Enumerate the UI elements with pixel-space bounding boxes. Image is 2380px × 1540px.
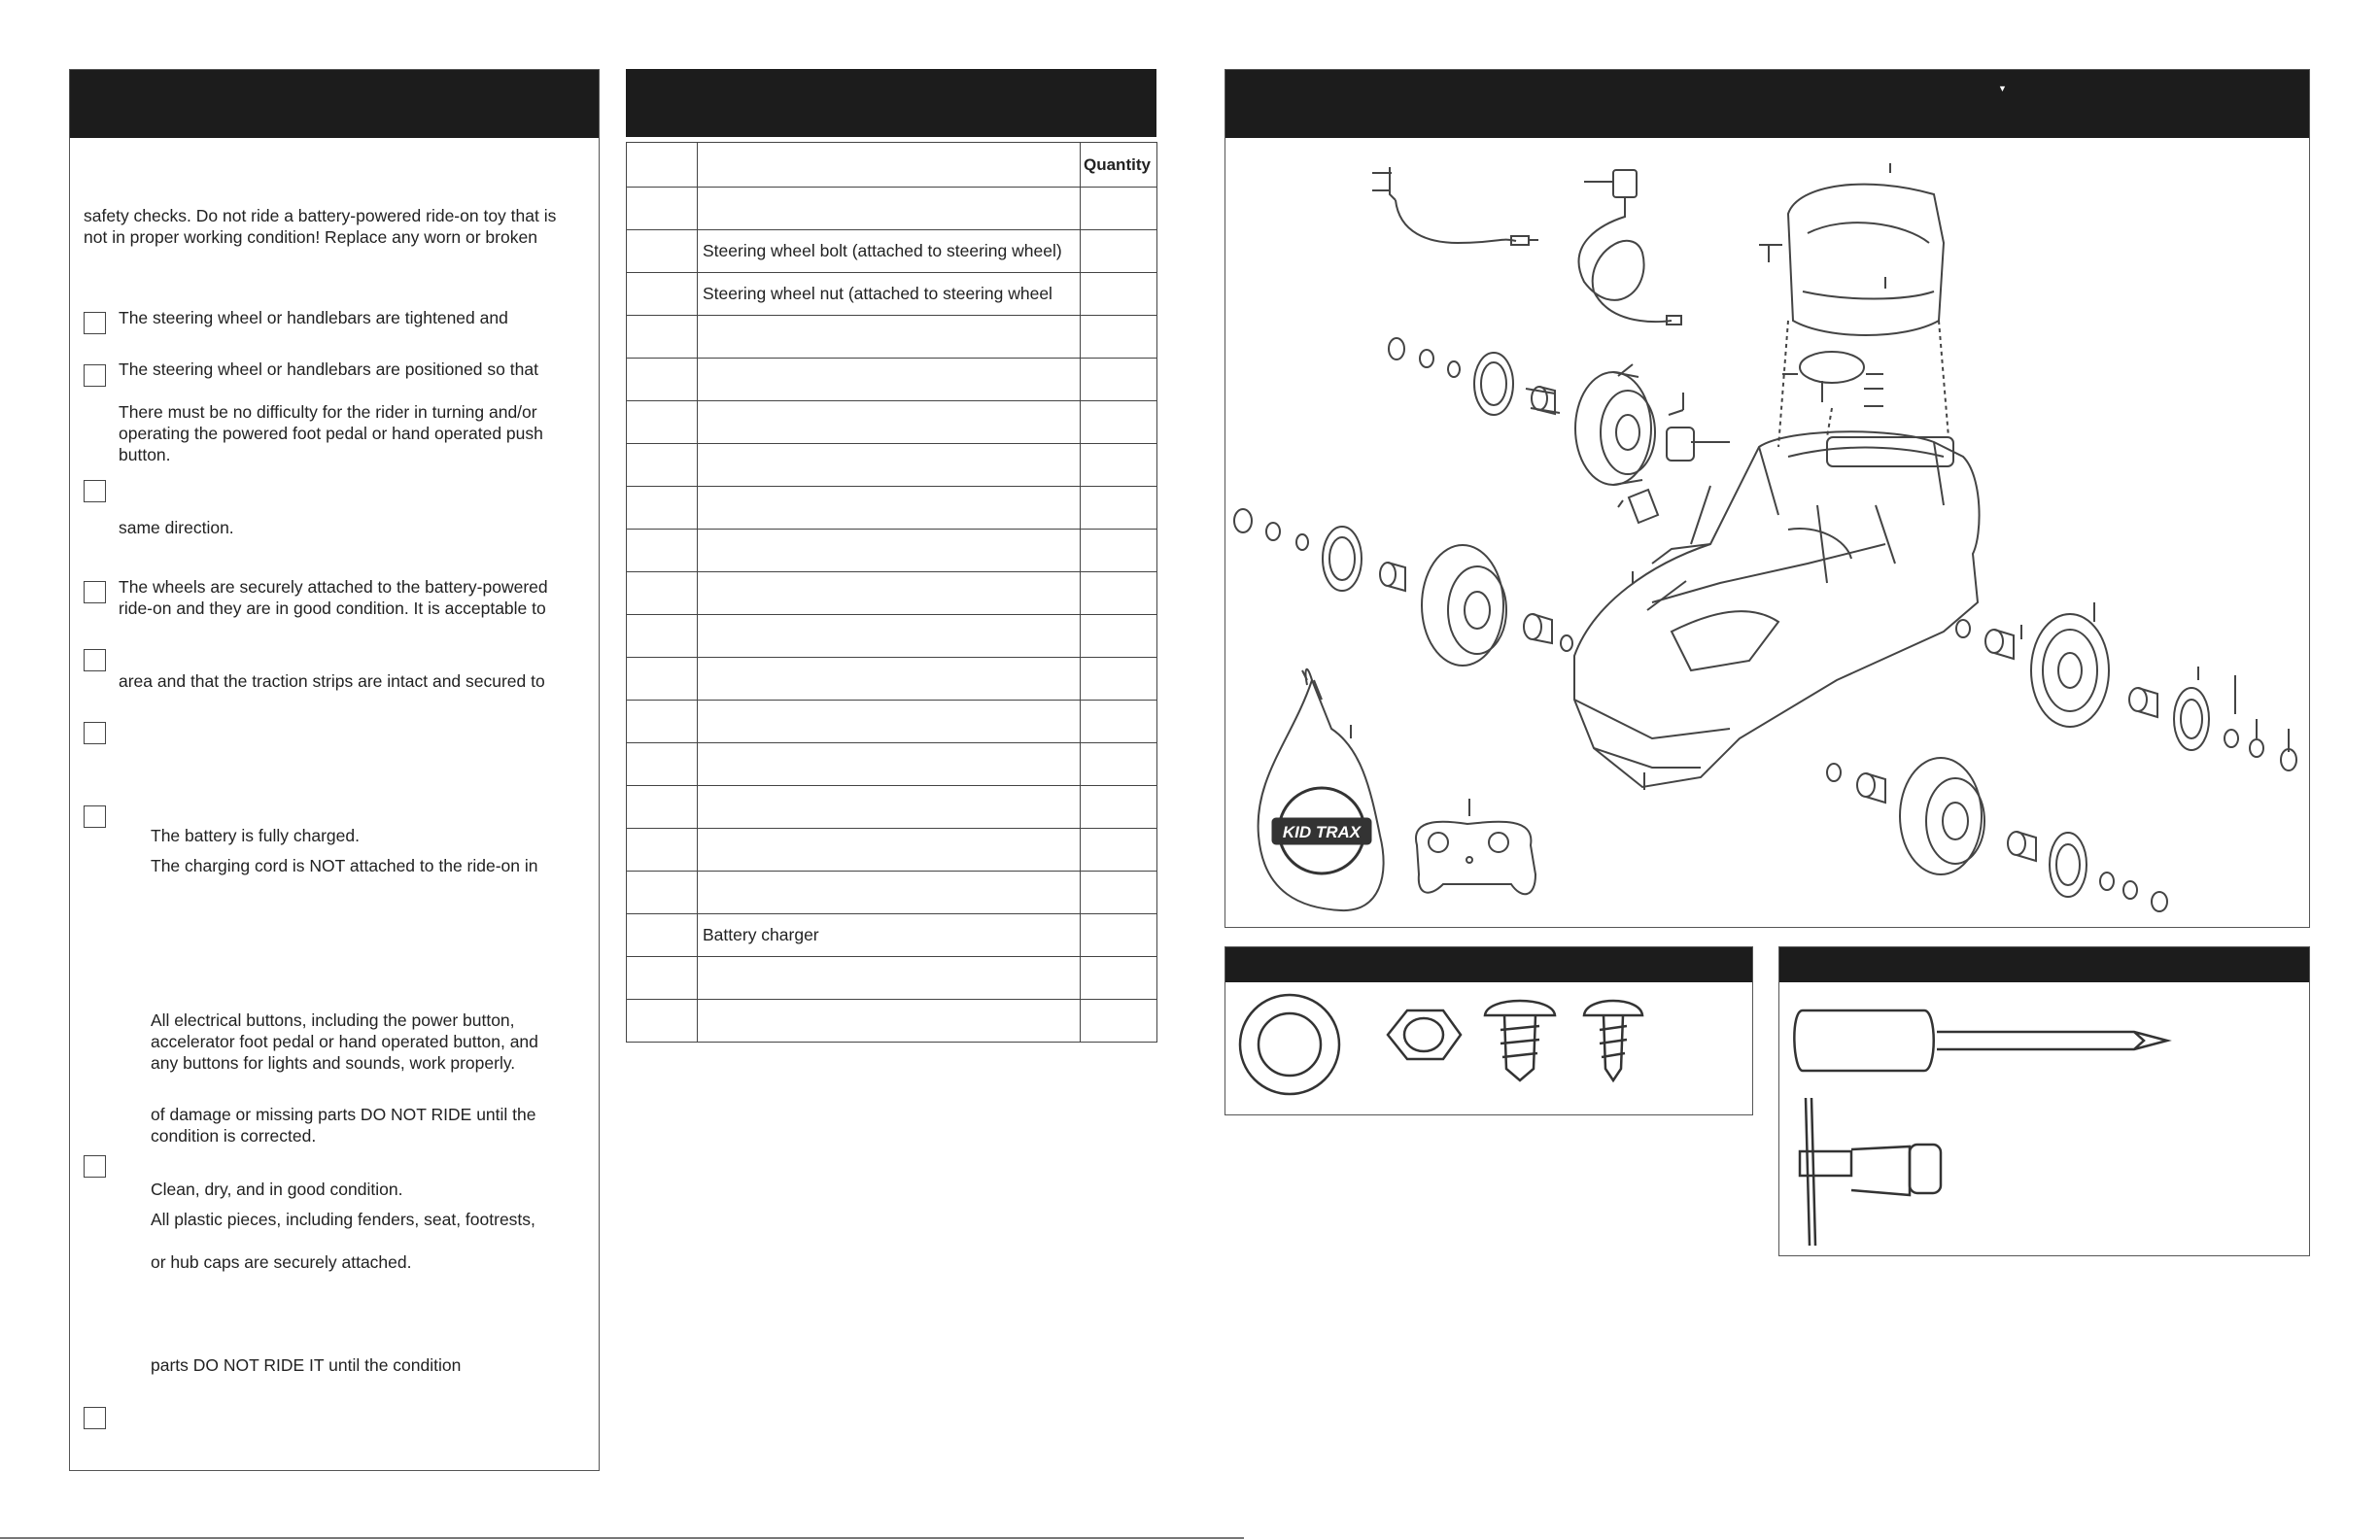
check-item-text: The steering wheel or handlebars are tightened and xyxy=(119,308,508,327)
check-item-text: The battery is fully charged. xyxy=(151,826,360,845)
rear-right-axle-parts-icon xyxy=(1956,614,2296,770)
washer-icon xyxy=(1240,995,1339,1094)
safety-intro-line-1: safety checks. Do not ride a battery-powered ride-on toy that is xyxy=(84,206,557,225)
remote-control-icon xyxy=(1416,799,1535,894)
check-item-text: The steering wheel or handlebars are positioned so that xyxy=(119,359,538,379)
part-name-cell: Steering wheel nut (attached to steering wheel xyxy=(698,273,1081,316)
kid-trax-logo-icon xyxy=(1273,788,1370,873)
rear-left-axle-parts-icon xyxy=(1389,338,1560,415)
wheel-icon xyxy=(1575,372,1655,485)
check-item-text: or hub caps are securely attached. xyxy=(151,1252,412,1272)
front-left-axle-parts-icon xyxy=(1234,509,1405,591)
check-item-text: All electrical buttons, including the power button, xyxy=(151,1010,515,1030)
wheel-icon xyxy=(1422,545,1572,666)
check-item-text: area and that the traction strips are intact and secured to xyxy=(119,671,545,691)
check-item-text: All plastic pieces, including fenders, seat, footrests, xyxy=(151,1210,535,1229)
part-name-cell: Battery charger xyxy=(698,914,1081,957)
charger-icon xyxy=(1579,170,1681,325)
check-item-text: There must be no difficulty for the rider in turning and/or xyxy=(119,402,537,422)
large-screw-icon xyxy=(1485,1001,1555,1080)
check-item-text: The wheels are securely attached to the battery-powered xyxy=(119,577,548,597)
steering-wheel-icon xyxy=(1782,352,1883,437)
column-header-quantity: Quantity xyxy=(1081,143,1157,188)
svg-text:KID TRAX: KID TRAX xyxy=(1282,823,1362,841)
check-item-text: button. xyxy=(119,445,171,464)
check-item-text: parts DO NOT RIDE IT until the condition xyxy=(151,1355,462,1375)
page-bottom-rule xyxy=(0,1537,1244,1539)
front-right-axle-parts-icon xyxy=(1827,758,2167,911)
screwdriver-icon xyxy=(1794,1010,2167,1071)
nut-icon xyxy=(1388,1010,1461,1059)
aux-cable-icon xyxy=(1372,167,1538,245)
check-item-text: The charging cord is NOT attached to the ride-on in xyxy=(151,856,538,875)
car-body-icon xyxy=(1574,431,1980,787)
small-screw-icon xyxy=(1584,1001,1642,1080)
check-item-text: same direction. xyxy=(119,518,234,537)
part-name-cell: Steering wheel bolt (attached to steering wheel) xyxy=(698,230,1081,273)
gearbox-icon xyxy=(1629,428,1730,523)
check-item-text: Clean, dry, and in good condition. xyxy=(151,1180,403,1199)
check-item-text: ride-on and they are in good condition. It is acceptable to xyxy=(119,599,546,618)
check-item-text: operating the powered foot pedal or hand operated push xyxy=(119,424,543,443)
check-item-text: any buttons for lights and sounds, work properly. xyxy=(151,1053,516,1073)
wrench-icon xyxy=(1800,1098,1941,1246)
seat-icon xyxy=(1759,163,1949,447)
header-marker-icon: ▼ xyxy=(1998,84,2007,93)
check-item-text: of damage or missing parts DO NOT RIDE until the xyxy=(151,1105,536,1124)
check-item-text: condition is corrected. xyxy=(151,1126,317,1146)
check-item-text: accelerator foot pedal or hand operated button, and xyxy=(151,1032,538,1051)
safety-intro-line-2: not in proper working condition! Replace any worn or broken xyxy=(84,227,537,247)
